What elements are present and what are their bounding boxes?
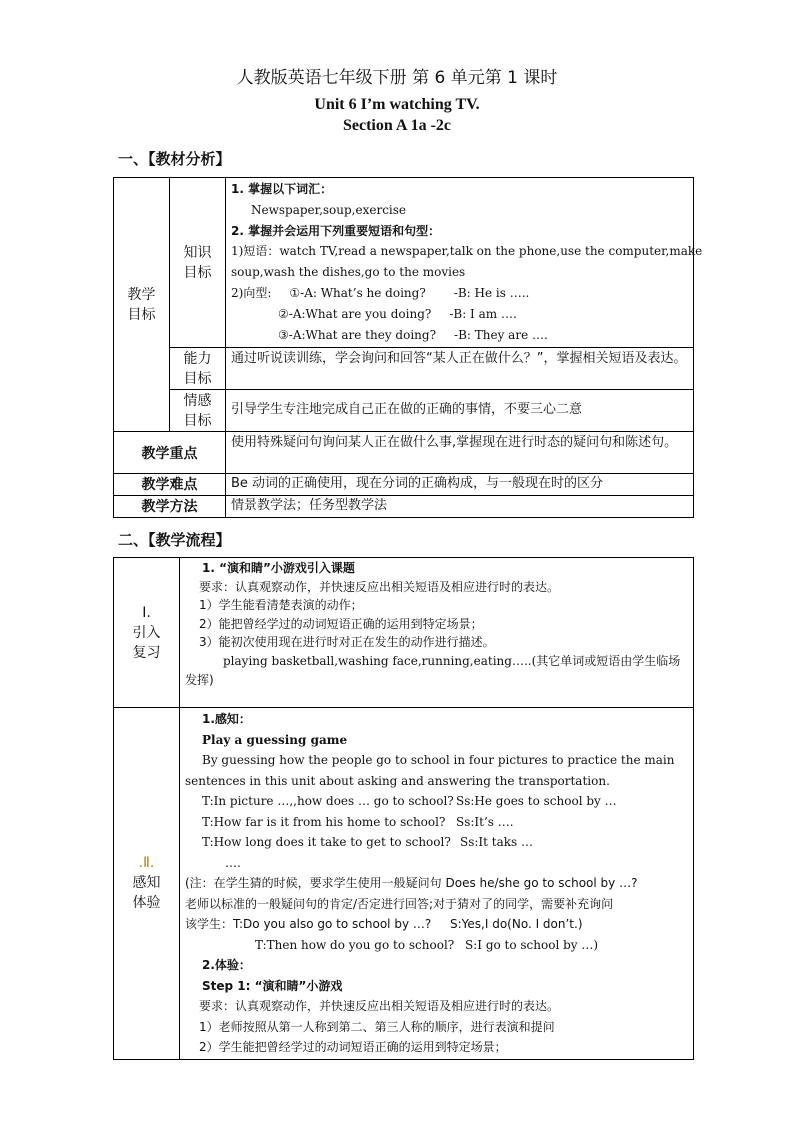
section2-heading: 二、【教学流程】 (118, 531, 231, 549)
stage1-label (114, 558, 180, 708)
ability-content: 通过听说读训练，学会询问和回答“某人正在做什么？”，掌握相关短语及表达。 (226, 348, 694, 390)
stage2-label (114, 708, 180, 1060)
difficulty-label: 教学难点 (114, 474, 226, 496)
analysis-table (113, 177, 703, 518)
focus-content: 使用特殊疑问句询问某人正在做什么事,掌握现在进行时态的疑问句和陈述句。 (226, 432, 694, 474)
emotion-content: 引导学生专注地完成自己正在做的正确的事情，不要三心二意 (226, 390, 694, 432)
stage1-number: Ⅰ. (142, 604, 151, 621)
method-label: 教学方法 (114, 495, 226, 517)
method-content: 情景教学法；任务型教学法 (226, 495, 694, 517)
knowledge-content: 1. 掌握以下词汇： Newspaper,soup,exercise 2. 掌握并会运用下列重要短语和句型： 1)短语：watch TV,read a newspaper,talk on the phone,use the computer,make soup,wash the dishes,go to the movies 2)向型: ①-A: What’s he doing? -B: He is ….. ②-A:What are you doing? -B: I am …. ③-A:What are they doing? -B: They are …. (226, 178, 694, 348)
stage2-content: 1.感知： Play a guessing game By guessing how the people go to school in four pictures to practice the main sentences in this unit about asking and answering the transportation. T:In picture …,,how does … go to school? Ss:He goes to school by … T:How far is it from his home to school? Ss:It’s …. T:How long does it take to get to school? Ss:It taks … …. (注：在学生猜的时候，要求学生使用一般疑问句 Does he/she go to school by …? 老师以标准的一般疑问句的肯定/否定进行回答;对于猜对了的同学，需要补充询问 该学生：T:Do you also go to school by …? S:Yes,I do(No. I don’t.) T:Then how do you go to school? S:I go to school by …) 2.体验： Step 1: “演和睛”小游戏 要求：认真观察动作，并快速反应出相关短语及相应进行时的表达。 1）老师按照从第一人称到第二、第三人称的顺序，进行表演和提问 2）学生能把曾经学过的动词短语正确的运用到特定场景； (180, 708, 694, 1060)
stage1-name: 引入复习 (132, 624, 161, 661)
focus-label: 教学重点 (114, 432, 226, 474)
ability-label: 能力目标 (170, 348, 226, 390)
stage2-name: 感知体验 (132, 875, 161, 912)
unit-title: Unit 6 I’m watching TV. (314, 96, 480, 113)
section1-heading: 一、【教材分析】 (118, 150, 231, 168)
teaching-goal-label: 教学目标 (114, 178, 170, 432)
knowledge-label: 知识目标 (170, 178, 226, 348)
stage1-content: 1. “演和睛”小游戏引入课题 要求：认真观察动作，并快速反应出相关短语及相应进行时的表达。 1）学生能看清楚表演的动作； 2）能把曾经学过的动词短语正确的运用到特定场景； 3）能初次使用现在进行时对正在发生的动作进行描述。 playing basketball,washing face,running,eating…..(其它单词或短语由学生临场 发挥) (180, 558, 694, 708)
section-title: Section A 1a -2c (343, 117, 451, 134)
page-title: 人教版英语七年级下册 第 6 单元第 1 课时 (236, 68, 558, 88)
emotion-label: 情感目标 (170, 390, 226, 432)
stage2-number: .Ⅱ. (138, 855, 155, 872)
process-table (113, 557, 694, 1060)
difficulty-content: Be 动词的正确使用，现在分词的正确构成，与一般现在时的区分 (226, 474, 694, 496)
